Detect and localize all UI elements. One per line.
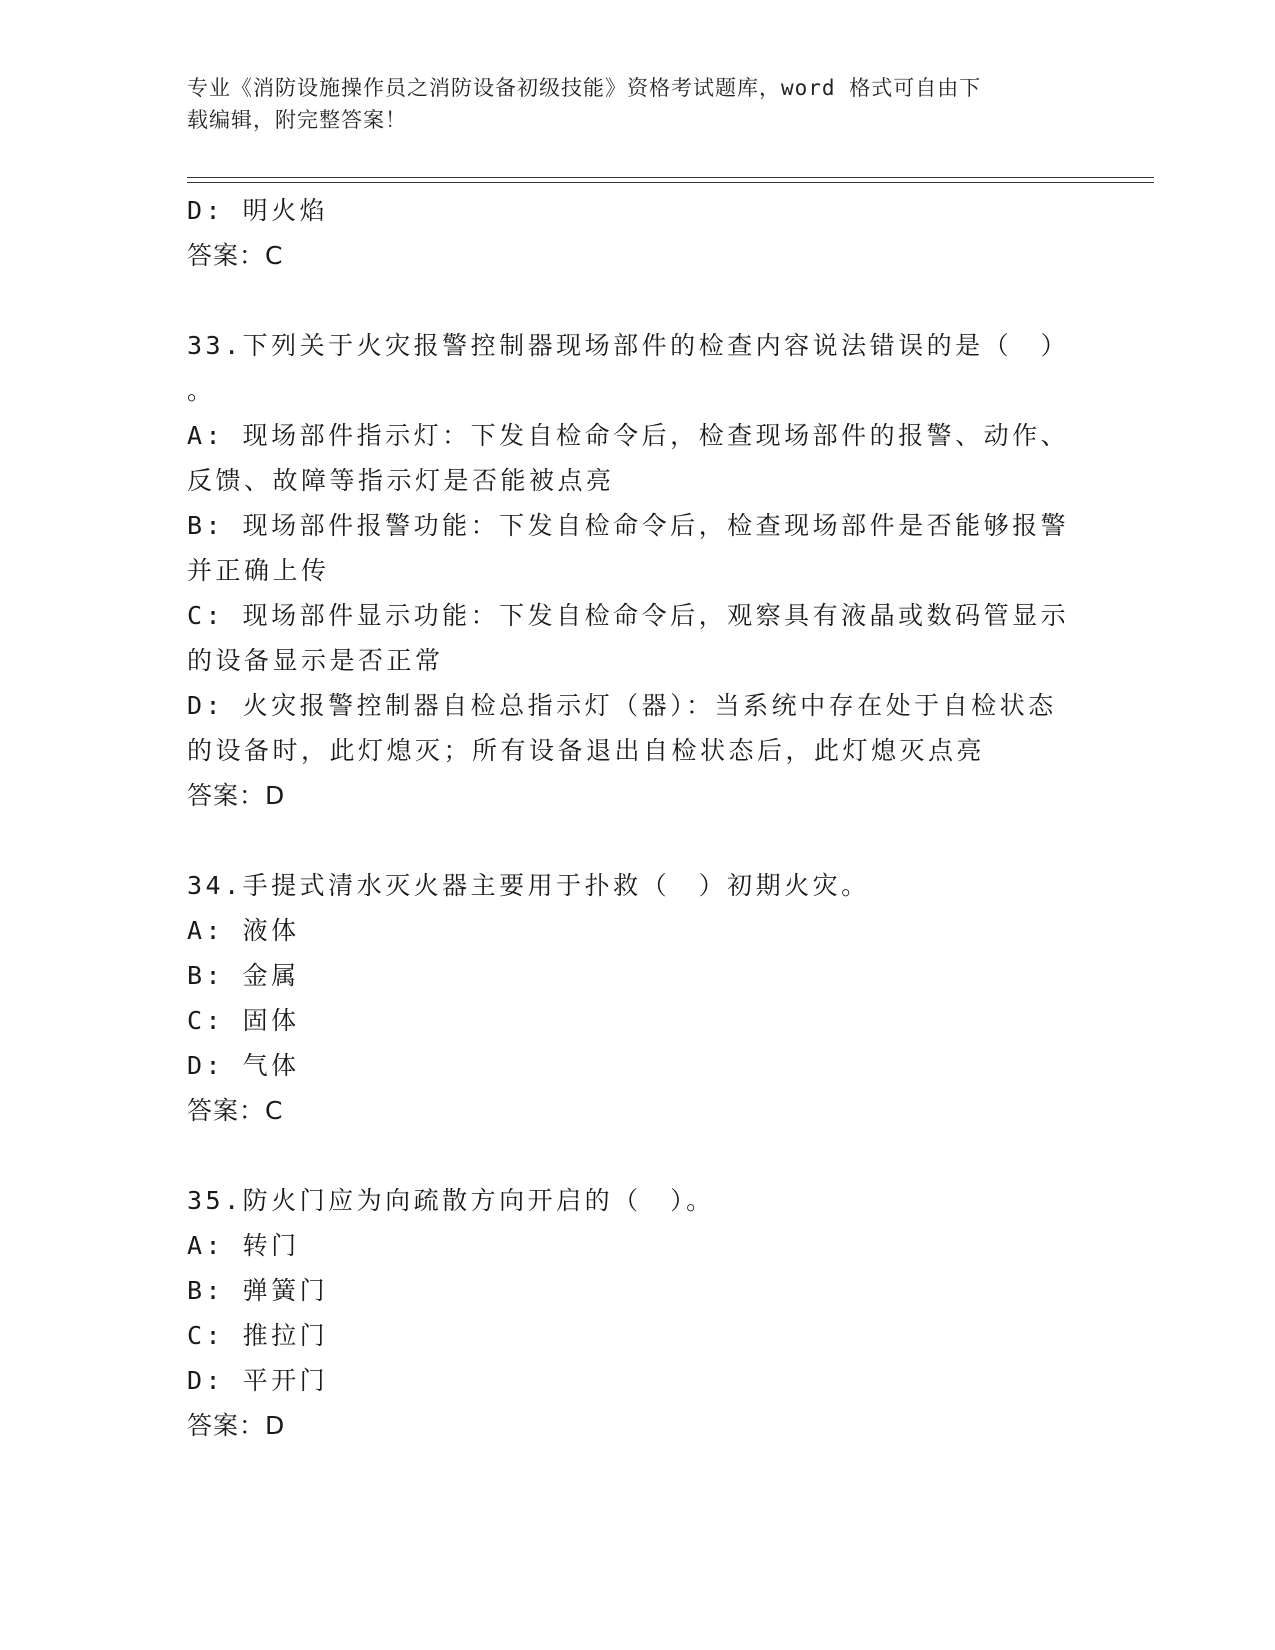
option-c: C: 现场部件显示功能：下发自检命令后，观察具有液晶或数码管显示 [187,601,1070,630]
option-a-continued: 反馈、故障等指示灯是否能被点亮 [187,466,615,495]
option-d: D: 火灾报警控制器自检总指示灯（器）：当系统中存在处于自检状态 [187,691,1057,720]
spacer [187,818,1087,863]
question-stem-continued: 。 [187,376,216,405]
spacer [187,278,1087,323]
option-a: A: 现场部件指示灯：下发自检命令后，检查现场部件的报警、动作、 [187,421,1070,450]
question-32-tail [187,188,1087,278]
answer: 答案：C [187,1096,284,1125]
question-35 [187,1178,1087,1448]
header-line-1: 专业《消防设施操作员之消防设备初级技能》资格考试题库，word 格式可自由下 [187,76,982,100]
question-stem: 34.手提式清水灭火器主要用于扑救（ ）初期火灾。 [187,871,870,900]
question-stem: 33.下列关于火灾报警控制器现场部件的检查内容说法错误的是（ ） [187,331,1070,360]
answer: 答案：C [187,241,284,270]
option-b: B: 现场部件报警功能：下发自检命令后，检查现场部件是否能够报警 [187,511,1070,540]
option-d: D: 气体 [187,1051,300,1080]
header-rule-bottom [187,182,1154,183]
option-c: C: 固体 [187,1006,300,1035]
question-list [187,188,1087,1448]
option-a: A: 转门 [187,1231,300,1260]
option-d: D: 平开门 [187,1366,329,1395]
option-a: A: 液体 [187,916,300,945]
header-rule-top [187,177,1154,178]
option-c: C: 推拉门 [187,1321,329,1350]
question-34 [187,863,1087,1133]
option-b-continued: 并正确上传 [187,556,330,585]
option-d: D: 明火焰 [187,196,329,225]
header-line-2: 载编辑，附完整答案！ [187,108,407,132]
question-stem: 35.防火门应为向疏散方向开启的（ ）。 [187,1186,715,1215]
option-c-continued: 的设备显示是否正常 [187,646,444,675]
option-b: B: 金属 [187,961,300,990]
page-header [187,72,1067,136]
option-d-continued: 的设备时，此灯熄灭；所有设备退出自检状态后，此灯熄灭点亮 [187,736,986,765]
answer: 答案：D [187,1411,286,1440]
option-b: B: 弹簧门 [187,1276,329,1305]
answer: 答案：D [187,781,286,810]
spacer [187,1133,1087,1178]
question-33 [187,323,1087,818]
